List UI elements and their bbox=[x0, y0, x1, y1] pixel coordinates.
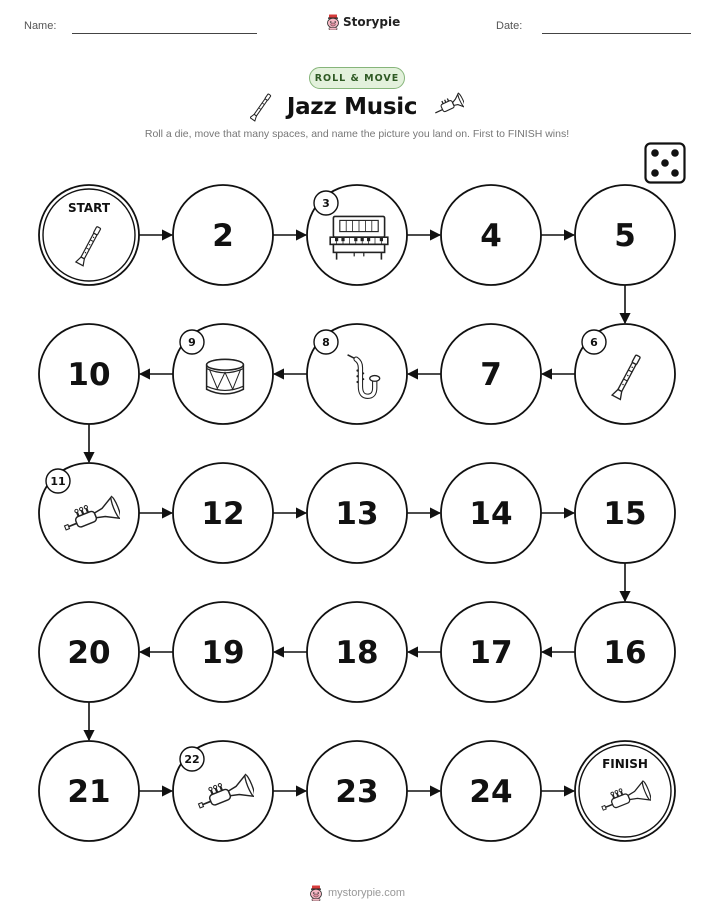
board-space-17[interactable] bbox=[441, 602, 541, 702]
space-number: 9 bbox=[188, 336, 196, 349]
board-space-7[interactable] bbox=[441, 324, 541, 424]
board-space-4[interactable] bbox=[441, 185, 541, 285]
space-number: 3 bbox=[322, 197, 330, 210]
board-space-8[interactable] bbox=[307, 324, 407, 424]
space-circle bbox=[575, 741, 675, 841]
space-number: 7 bbox=[480, 357, 502, 393]
space-number: 11 bbox=[50, 475, 66, 488]
board-space-13[interactable] bbox=[307, 463, 407, 563]
board-space-24[interactable] bbox=[441, 741, 541, 841]
board-space-20[interactable] bbox=[39, 602, 139, 702]
board-space-5[interactable] bbox=[575, 185, 675, 285]
pig-mascot-icon bbox=[309, 885, 323, 901]
space-number: 5 bbox=[614, 218, 636, 254]
board-space-18[interactable] bbox=[307, 602, 407, 702]
board-space-23[interactable] bbox=[307, 741, 407, 841]
space-number: 2 bbox=[212, 218, 234, 254]
space-number: 20 bbox=[67, 635, 111, 671]
footer-url[interactable]: mystorypie.com bbox=[327, 887, 406, 899]
space-number: 12 bbox=[201, 496, 245, 532]
space-number: 23 bbox=[335, 774, 379, 810]
board-space-11[interactable] bbox=[39, 463, 139, 563]
space-number: 21 bbox=[67, 774, 111, 810]
start-space[interactable] bbox=[39, 185, 139, 285]
space-number: 14 bbox=[469, 496, 513, 532]
board-space-14[interactable] bbox=[441, 463, 541, 563]
board-space-2[interactable] bbox=[173, 185, 273, 285]
date-label: Date: bbox=[496, 20, 523, 32]
finish-label: FINISH bbox=[602, 757, 648, 771]
space-number: 4 bbox=[480, 218, 502, 254]
board-space-3[interactable] bbox=[307, 185, 407, 285]
footer bbox=[0, 885, 714, 901]
finish-space[interactable] bbox=[575, 741, 675, 841]
board-space-19[interactable] bbox=[173, 602, 273, 702]
drum-icon bbox=[207, 359, 244, 394]
board-space-10[interactable] bbox=[39, 324, 139, 424]
space-number: 18 bbox=[335, 635, 379, 671]
piano-icon bbox=[330, 216, 388, 259]
board-space-6[interactable] bbox=[575, 324, 675, 424]
instructions: Roll a die, move that many spaces, and name the picture you land on. First to FINISH wins! bbox=[144, 128, 570, 140]
space-number: 13 bbox=[335, 496, 379, 532]
space-number: 6 bbox=[590, 336, 598, 349]
brand-name: Storypie bbox=[343, 15, 401, 29]
space-number: 10 bbox=[67, 357, 111, 393]
space-number: 22 bbox=[184, 753, 200, 766]
space-number: 17 bbox=[469, 635, 513, 671]
page-title: Jazz Music bbox=[286, 94, 418, 120]
name-label: Name: bbox=[24, 20, 57, 32]
roll-move-badge: ROLL & MOVE bbox=[309, 67, 405, 89]
board-space-22[interactable] bbox=[173, 741, 273, 841]
start-label: START bbox=[67, 201, 111, 215]
board-space-9[interactable] bbox=[173, 324, 273, 424]
space-number: 24 bbox=[469, 774, 513, 810]
space-number: 16 bbox=[603, 635, 647, 671]
board-space-16[interactable] bbox=[575, 602, 675, 702]
space-circle bbox=[39, 185, 139, 285]
board-space-21[interactable] bbox=[39, 741, 139, 841]
board-space-15[interactable] bbox=[575, 463, 675, 563]
board-space-12[interactable] bbox=[173, 463, 273, 563]
space-number: 19 bbox=[201, 635, 245, 671]
space-number: 8 bbox=[322, 336, 330, 349]
space-number: 15 bbox=[603, 496, 647, 532]
